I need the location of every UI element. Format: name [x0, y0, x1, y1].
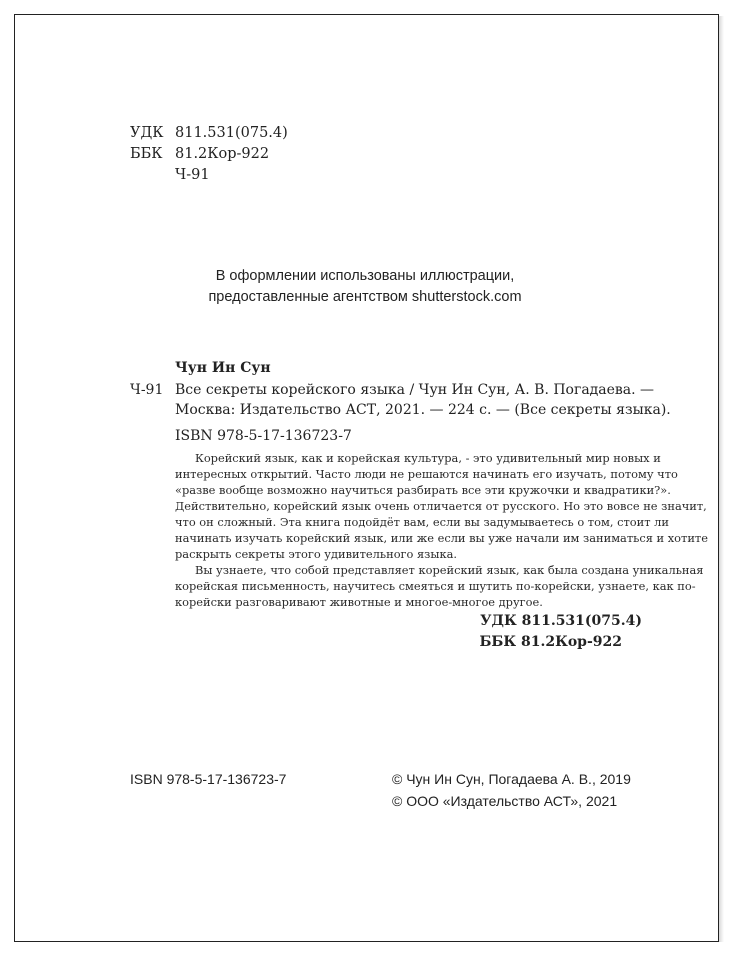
record-title-line1: Все секреты корейского языка / Чун Ин Сун, А. В. Погадаева. — — [175, 382, 655, 398]
record-isbn: ISBN 978-5-17-136723-7 — [175, 428, 352, 444]
annotation-line: «разве вообще возможно научиться разбирать все эти кружочки и квадратики?». — [175, 483, 671, 497]
udk-value: 811.531(075.4) — [175, 125, 288, 141]
annotation-line: Вы узнаете, что собой представляет корейский язык, как была создана уникальная — [195, 563, 704, 577]
illustration-note-line1: В оформлении использованы иллюстрации, — [215, 268, 515, 284]
footer-copyright-publisher: © ООО «Издательство АСТ», 2021 — [392, 793, 618, 809]
annotation-line: интересных открытий. Часто люди не решаются начинать его изучать, потому что — [175, 467, 678, 481]
footer-copyright-author: © Чун Ин Сун, Погадаева А. В., 2019 — [392, 771, 631, 787]
annotation-line: Действительно, корейский язык очень отличается от русского. Но это вовсе не значит, — [175, 499, 707, 513]
page-shadow-edge — [719, 16, 724, 942]
annotation-line: корейская письменность, научитесь смеяться и шутить по-корейски, узнаете, как по- — [175, 579, 696, 593]
author-mark: Ч-91 — [175, 167, 210, 183]
record-author-mark: Ч-91 — [130, 382, 164, 398]
annotation-line: раскрыть секреты этого удивительного языка. — [175, 547, 457, 561]
udk-label: УДК — [130, 125, 164, 141]
annotation-line: начинать изучать корейский язык, или же если вы уже начали им заниматься и хотите — [175, 531, 708, 545]
bold-udk: УДК 811.531(075.4) — [480, 613, 642, 629]
annotation-line: корейски разговаривают животные и многое-многое другое. — [175, 595, 543, 609]
record-title-line2: Москва: Издательство АСТ, 2021. — 224 с. — (Все секреты языка). — [175, 402, 671, 418]
annotation-line: Корейский язык, как и корейская культура, - это удивительный мир новых и — [195, 451, 661, 465]
annotation-line: что он сложный. Эта книга подойдёт вам, если вы задумываетесь о том, стоит ли — [175, 515, 669, 529]
bold-bbk: ББК 81.2Кор-922 — [479, 634, 622, 650]
footer-isbn: ISBN 978-5-17-136723-7 — [130, 771, 287, 787]
bbk-label: ББК — [130, 146, 163, 162]
illustration-note-line2: предоставленные агентством shutterstock.com — [208, 289, 522, 305]
record-author: Чун Ин Сун — [175, 360, 271, 376]
bbk-value: 81.2Кор-922 — [175, 146, 270, 162]
